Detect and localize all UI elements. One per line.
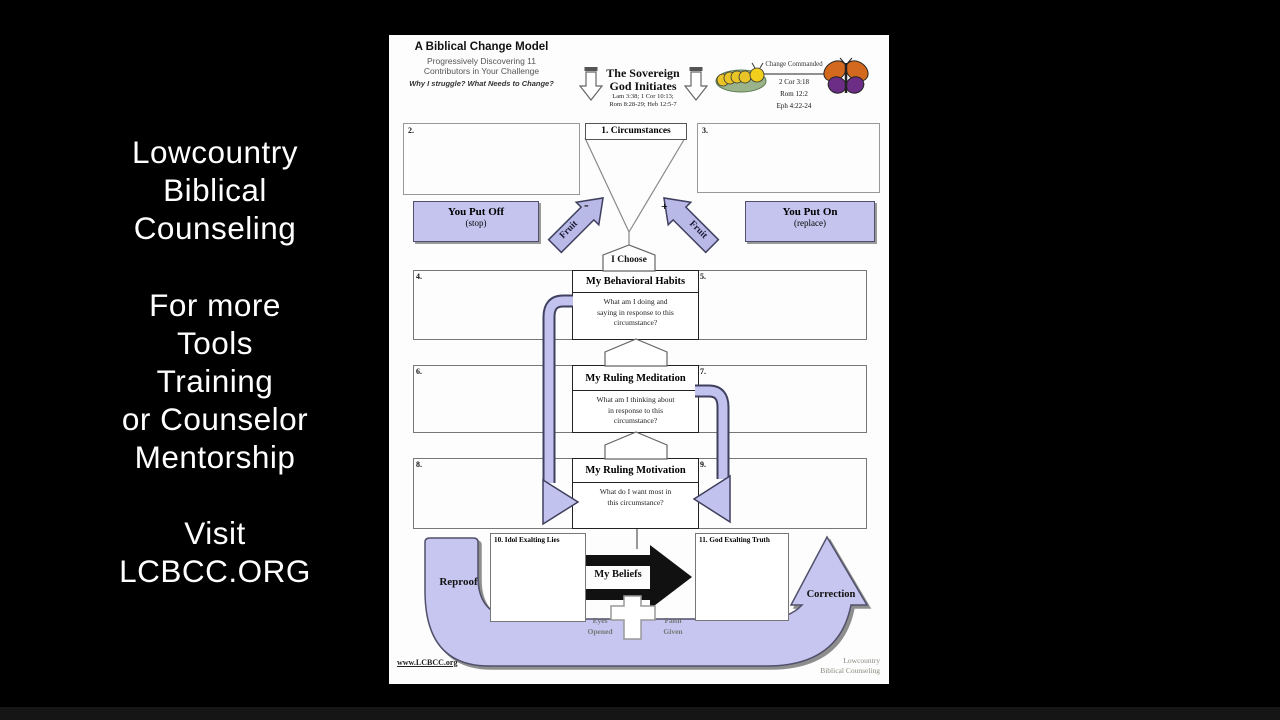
reproof-label: Reproof	[439, 576, 478, 588]
correction-label: Correction	[806, 589, 856, 600]
box-number: 9.	[700, 460, 706, 469]
fruit-sign-plus: +	[661, 199, 668, 213]
caption-line: Counseling	[133, 210, 297, 246]
caption-line: Mentorship	[134, 439, 296, 475]
motivation-question: What do I want most in this circumstance?	[599, 487, 672, 507]
beliefs-label: My Beliefs	[594, 569, 642, 580]
meditation-question: What am I thinking about in response to this circumstance?	[596, 395, 675, 425]
document-page	[389, 35, 889, 684]
motivation-title: My Ruling Motivation	[573, 459, 698, 483]
box-number: 2.	[408, 126, 414, 135]
box-number: 7.	[700, 367, 706, 376]
box-number: 8.	[416, 460, 422, 469]
i-choose-label: I Choose	[611, 255, 647, 265]
doc-title: A Biblical Change Model	[414, 41, 549, 53]
sovereign-refs: Lam 3:38; 1 Cor 10:13;	[612, 93, 674, 100]
caption-line: Biblical	[163, 172, 267, 208]
box-number: 4.	[416, 272, 422, 281]
fruit-sign-minus: -	[584, 198, 589, 213]
sovereign-refs: Rom 8:28-29; Heb 12:5-7	[609, 101, 677, 108]
box-number: 3.	[702, 126, 708, 135]
put-on-title: You Put On	[782, 206, 838, 218]
caption-line: Lowcountry	[131, 134, 299, 170]
meditation-to-motivation-arrow	[694, 391, 730, 522]
doc-subtitle: Progressively Discovering 11	[427, 56, 536, 66]
doc-subtitle: Contributors in Your Challenge	[423, 66, 540, 76]
box-number: 6.	[416, 367, 422, 376]
put-on-sub: (replace)	[794, 218, 826, 228]
put-off-title: You Put Off	[447, 206, 505, 218]
put-off-sub: (stop)	[465, 218, 487, 228]
caption-line: Tools	[176, 325, 254, 361]
circumstances-label: 1. Circumstances	[601, 126, 671, 136]
eyes-opened-label: Eyes Opened	[587, 616, 613, 636]
box-number: 5.	[700, 272, 706, 281]
video-bottom-bar	[0, 707, 1280, 720]
up-chevron-icon	[605, 339, 667, 366]
sovereign-title: The Sovereign	[606, 66, 680, 80]
change-commanded-label: Change Commanded	[765, 61, 823, 68]
caption-line: or Counselor	[121, 401, 309, 437]
fruit-label: Fruit	[557, 219, 580, 242]
website-link[interactable]: www.LCBCC.org	[397, 658, 458, 667]
behavioral-to-motivation-arrow	[543, 301, 578, 524]
idol-lies-label: 10. Idol Exalting Lies	[494, 536, 560, 544]
caption-line: Visit	[184, 515, 246, 551]
god-truth-label: 11. God Exalting Truth	[699, 536, 770, 544]
behavioral-title: My Behavioral Habits	[573, 271, 698, 293]
caption-org-name	[50, 133, 380, 247]
change-commanded-refs: Rom 12:2	[780, 90, 808, 98]
fruit-label: Fruit	[686, 218, 709, 241]
footer-credit: Lowcountry Biblical Counseling	[820, 656, 880, 675]
change-commanded-refs: 2 Cor 3:18	[779, 78, 809, 86]
caption-promo	[50, 286, 380, 476]
sovereign-title: God Initiates	[609, 79, 677, 93]
caption-visit-url	[50, 514, 380, 590]
meditation-title: My Ruling Meditation	[573, 366, 698, 391]
caption-line: For more	[149, 287, 281, 323]
faith-given-label: Faith Given	[663, 616, 683, 636]
doc-tagline: Why I struggle? What Needs to Change?	[409, 79, 554, 88]
behavioral-question: What am I doing and saying in response to this circumstance?	[597, 297, 674, 327]
change-commanded-refs: Eph 4:22-24	[776, 102, 812, 110]
caption-line: Training	[156, 363, 274, 399]
caption-line: LCBCC.ORG	[119, 553, 311, 589]
up-chevron-icon	[605, 432, 667, 459]
